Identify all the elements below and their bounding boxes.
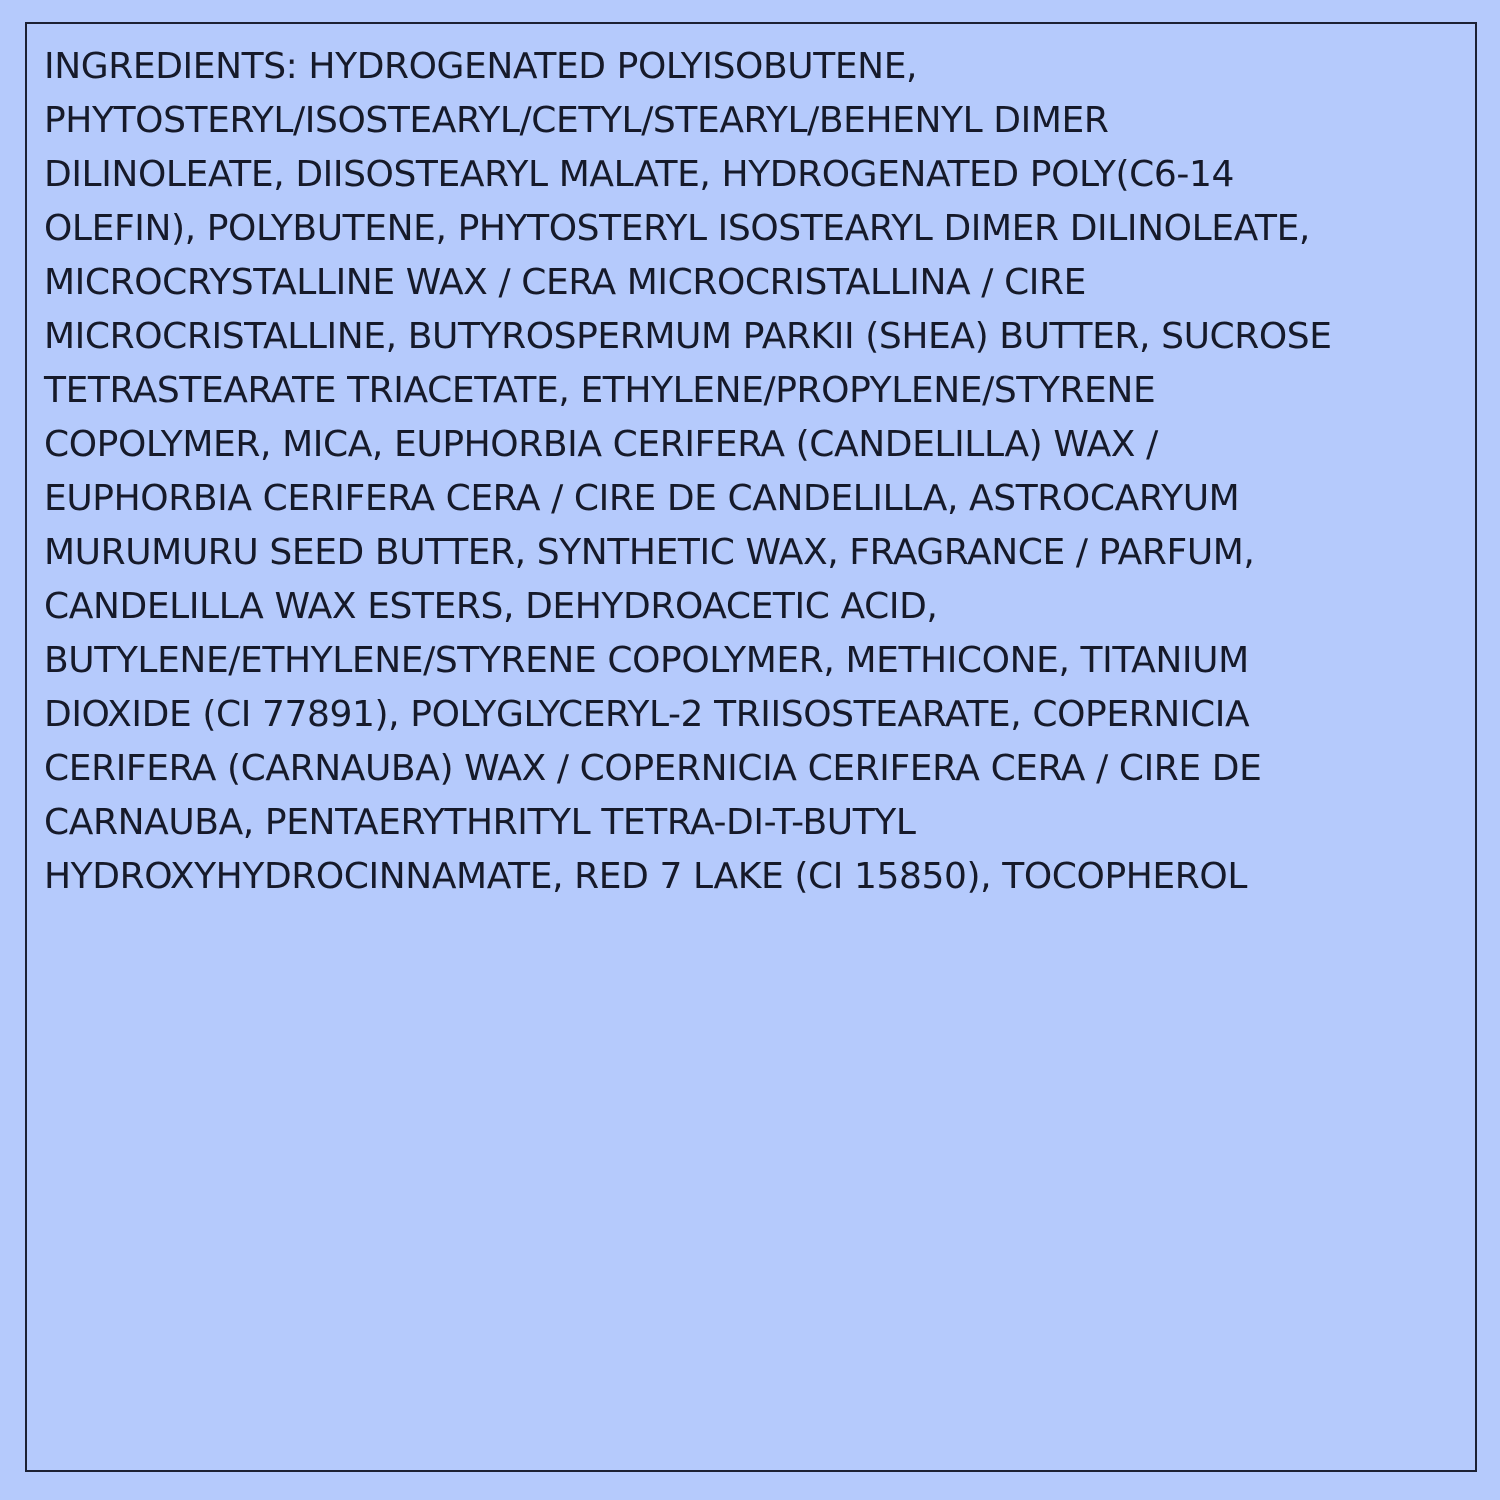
ingredients-line: INGREDIENTS: HYDROGENATED POLYISOBUTENE, <box>44 46 918 87</box>
ingredients-line: MICROCRYSTALLINE WAX / CERA MICROCRISTALLINA / CIRE <box>44 262 1086 303</box>
ingredients-line: COPOLYMER, MICA, EUPHORBIA CERIFERA (CANDELILLA) WAX / <box>44 424 1158 465</box>
ingredients-line: OLEFIN), POLYBUTENE, PHYTOSTERYL ISOSTEARYL DIMER DILINOLEATE, <box>44 208 1310 249</box>
ingredients-line: CERIFERA (CARNAUBA) WAX / COPERNICIA CERIFERA CERA / CIRE DE <box>44 748 1262 789</box>
ingredients-line: PHYTOSTERYL/ISOSTEARYL/CETYL/STEARYL/BEHENYL DIMER <box>44 100 1109 141</box>
ingredients-line: EUPHORBIA CERIFERA CERA / CIRE DE CANDELILLA, ASTROCARYUM <box>44 478 1240 519</box>
ingredients-line: CARNAUBA, PENTAERYTHRITYL TETRA-DI-T-BUTYL <box>44 802 916 843</box>
ingredients-line: MICROCRISTALLINE, BUTYROSPERMUM PARKII (SHEA) BUTTER, SUCROSE <box>44 316 1332 357</box>
ingredients-line: DILINOLEATE, DIISOSTEARYL MALATE, HYDROGENATED POLY(C6-14 <box>44 154 1234 195</box>
ingredients-line: TETRASTEARATE TRIACETATE, ETHYLENE/PROPYLENE/STYRENE <box>44 370 1156 411</box>
ingredients-line: MURUMURU SEED BUTTER, SYNTHETIC WAX, FRAGRANCE / PARFUM, <box>44 532 1255 573</box>
ingredients-list <box>44 40 1332 904</box>
ingredients-line: BUTYLENE/ETHYLENE/STYRENE COPOLYMER, METHICONE, TITANIUM <box>44 640 1249 681</box>
ingredients-line: CANDELILLA WAX ESTERS, DEHYDROACETIC ACID, <box>44 586 938 627</box>
ingredients-line: HYDROXYHYDROCINNAMATE, RED 7 LAKE (CI 15850), TOCOPHEROL <box>44 856 1247 897</box>
ingredients-line: DIOXIDE (CI 77891), POLYGLYCERYL-2 TRIISOSTEARATE, COPERNICIA <box>44 694 1250 735</box>
